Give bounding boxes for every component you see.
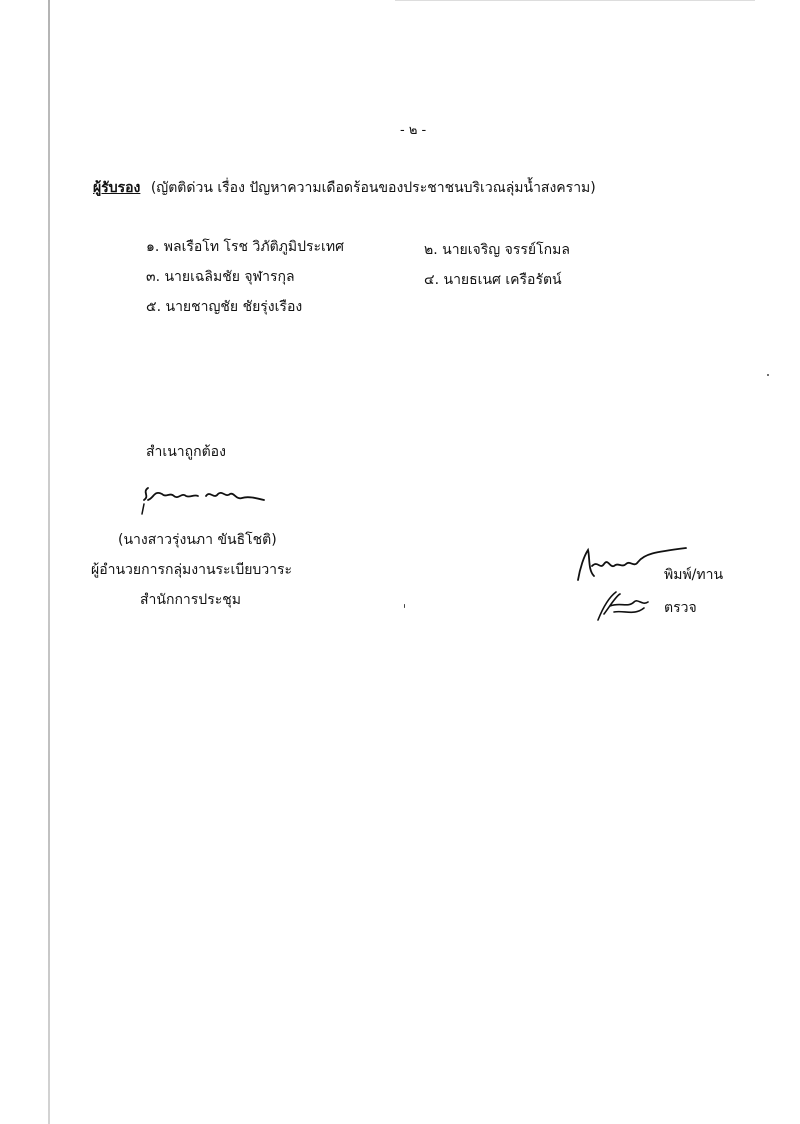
certifier-position: ผู้อำนวยการกลุ่มงานระเบียบวาระ: [91, 562, 293, 578]
endorser-5: ๕. นายชาญชัย ชัยรุ่งเรือง: [146, 299, 303, 315]
scan-edge: [48, 0, 50, 1124]
certifier-office: สำนักการประชุม: [140, 592, 241, 608]
checker-label: ตรวจ: [664, 600, 697, 616]
endorser-3: ๓. นายเฉลิมชัย จุฬารกุล: [146, 269, 295, 285]
subject-label: ผู้รับรอง: [93, 180, 141, 196]
scan-speck: [404, 604, 405, 608]
certifier-signature: [140, 478, 270, 518]
checker-signature: [594, 590, 658, 624]
endorser-1: ๑. พลเรือโท โรช วิภัติภูมิประเทศ: [146, 239, 344, 255]
top-scan-line: [395, 0, 755, 1]
endorser-4: ๔. นายธเนศ เครือรัตน์: [424, 272, 562, 288]
endorser-2: ๒. นายเจริญ จรรย์โกมล: [424, 242, 570, 258]
certified-copy-label: สำเนาถูกต้อง: [146, 444, 226, 460]
subject-text: (ญัตติด่วน เรื่อง ปัญหาความเดือดร้อนของประชาชนบริเวณลุ่มน้ำสงคราม): [150, 180, 596, 196]
page-number: - ๒ -: [400, 123, 427, 138]
scan-speck: [767, 374, 769, 376]
typist-label: พิมพ์/ทาน: [664, 567, 724, 583]
subject-line: [93, 180, 596, 196]
certifier-name: (นางสาวรุ่งนภา ขันธิโชติ): [118, 532, 277, 548]
